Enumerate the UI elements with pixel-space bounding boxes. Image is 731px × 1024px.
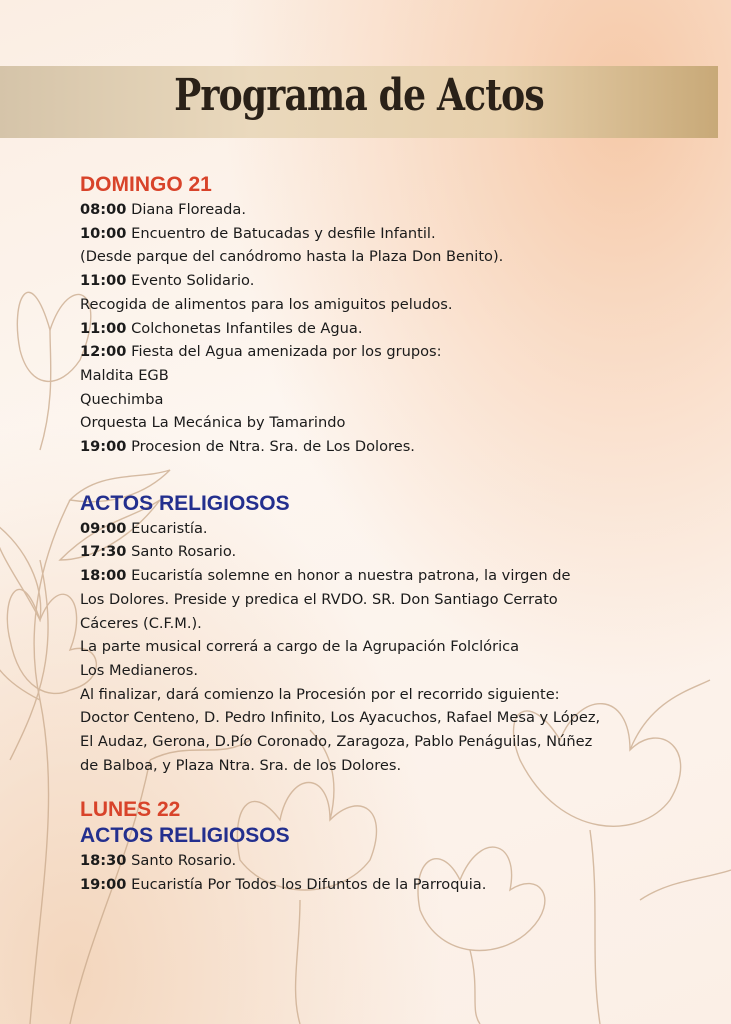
program-line: Cáceres (C.F.M.). [80, 614, 202, 632]
program-line: Orquesta La Mecánica by Tamarindo [80, 414, 346, 432]
section-actos-religiosos [80, 491, 720, 778]
program-line: Doctor Centeno, D. Pedro Infinito, Los Ayacuchos, Rafael Mesa y López, [80, 709, 601, 727]
section-domingo [80, 172, 720, 459]
page-title: Programa de Actos [174, 70, 544, 121]
program-content [80, 172, 720, 897]
section-subheading: ACTOS RELIGIOSOS [80, 824, 290, 848]
program-line: 18:00 Eucaristía solemne en honor a nuestra patrona, la virgen de [80, 567, 571, 585]
program-line: 08:00 Diana Floreada. [80, 201, 246, 218]
program-line: El Audaz, Gerona, D.Pío Coronado, Zaragoza, Pablo Penáguilas, Núñez [80, 733, 593, 751]
program-line: de Balboa, y Plaza Ntra. Sra. de los Dolores. [80, 756, 402, 774]
program-line: La parte musical correrá a cargo de la Agrupación Folclórica [80, 638, 520, 656]
program-line: 12:00 Fiesta del Agua amenizada por los grupos: [80, 343, 442, 361]
section-heading: LUNES 22 [80, 798, 181, 822]
program-line: 17:30 Santo Rosario. [80, 543, 237, 561]
program-line: (Desde parque del canódromo hasta la Plaza Don Benito). [80, 248, 504, 266]
program-line: Los Medianeros. [80, 661, 198, 679]
program-line: 18:30 Santo Rosario. [80, 852, 237, 870]
program-line: 19:00 Procesion de Ntra. Sra. de Los Dolores. [80, 438, 415, 456]
program-line: Al finalizar, dará comienzo la Procesión por el recorrido siguiente: [80, 685, 560, 703]
program-line: 09:00 Eucaristía. [80, 519, 208, 537]
program-line: Maldita EGB [80, 366, 169, 384]
program-line: Quechimba [80, 390, 164, 408]
section-lunes [80, 797, 720, 896]
section-heading: ACTOS RELIGIOSOS [80, 491, 290, 515]
program-line: 11:00 Colchonetas Infantiles de Agua. [80, 319, 363, 337]
section-heading: DOMINGO 21 [80, 173, 212, 196]
program-line: 11:00 Evento Solidario. [80, 272, 255, 290]
program-line: 19:00 Eucaristía Por Todos los Difuntos de la Parroquia. [80, 876, 487, 894]
program-line: Los Dolores. Preside y predica el RVDO. SR. Don Santiago Cerrato [80, 590, 558, 608]
program-line: Recogida de alimentos para los amiguitos peludos. [80, 295, 453, 313]
program-line: 10:00 Encuentro de Batucadas y desfile Infantil. [80, 224, 436, 242]
title-banner [0, 66, 718, 138]
